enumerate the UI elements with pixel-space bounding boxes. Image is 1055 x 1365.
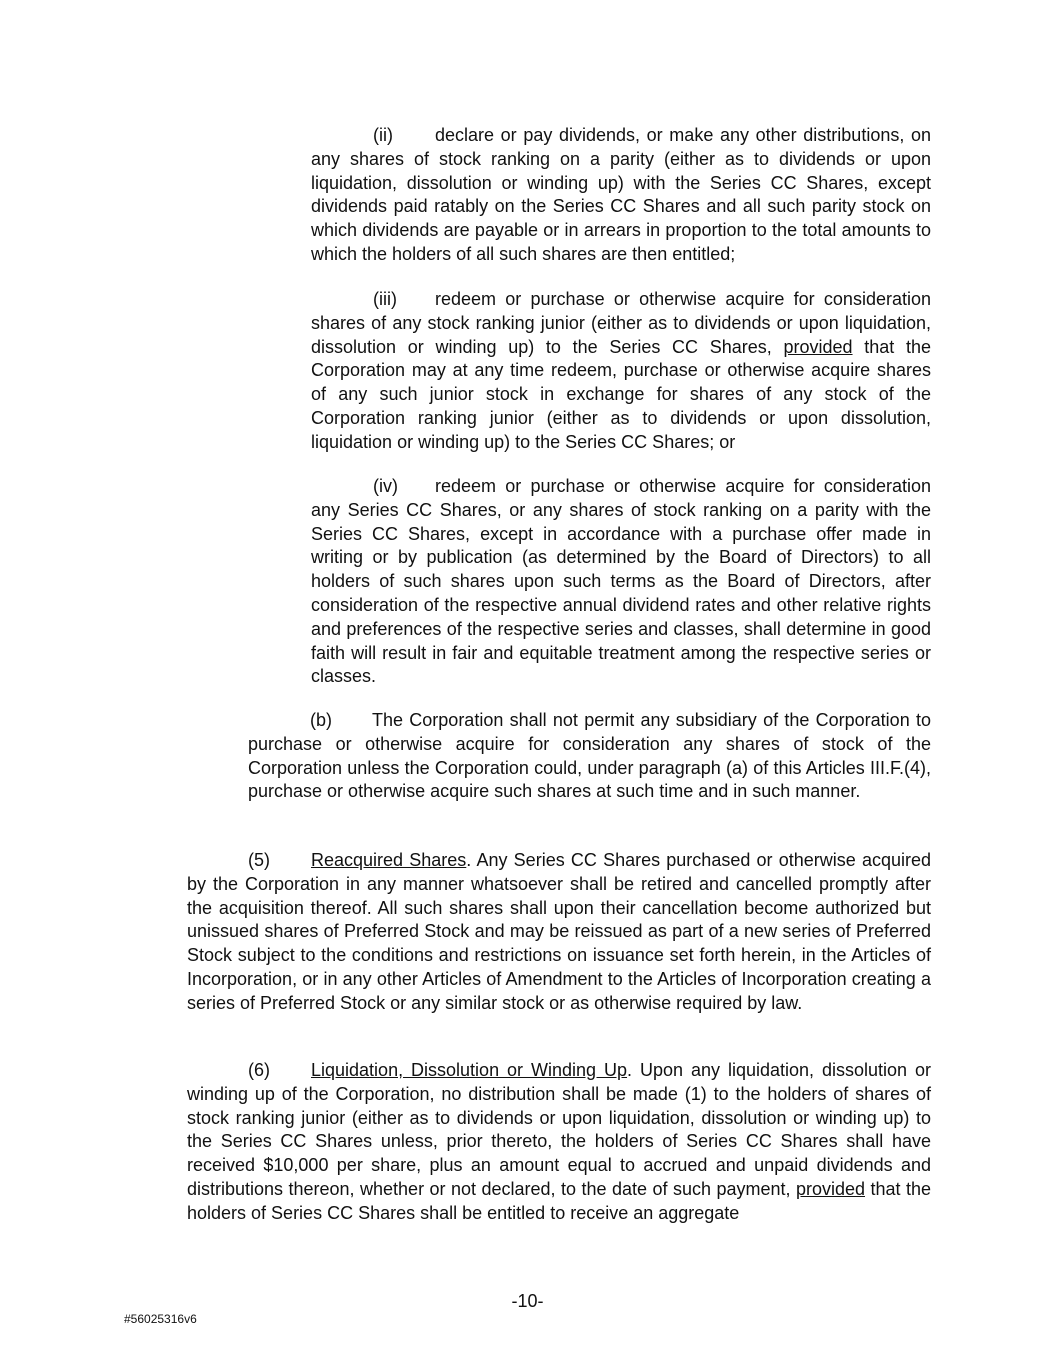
section-number: (6) [248,1060,270,1080]
paragraph-text: redeem or purchase or otherwise acquire for consideration shares of any stock ranking junior (either as to dividends or upon liquidation, dissolution or winding up) to the Series CC Shares, [311,289,931,357]
section-5-reacquired-shares [187,849,931,1016]
paragraph-label: (iii) [373,289,397,309]
provided-term: provided [795,1178,865,1199]
paragraph-iv [311,475,931,689]
section-number: (5) [248,850,270,870]
section-heading: Liquidation, Dissolution or Winding Up [311,1060,628,1080]
paragraph-b [248,709,931,804]
paragraph-iii [311,288,931,455]
section-text: that the holders of Series CC Shares shall be entitled to receive an aggregate [187,1178,931,1223]
paragraph-text: The Corporation shall not permit any subsidiary of the Corporation to purchase or otherwise acquire for consideration any shares of stock of the Corporation unless the Corporation could, under paragraph (a) of this Articles III.F.(4), purchase or otherwise acquire such shares at such time and in such manner. [248,710,931,802]
section-text: . Upon any liquidation, dissolution or winding up of the Corporation, no distribution shall be made (1) to the holders of shares of stock ranking junior (either as to dividends or upon liquidation, dissolution or winding up) to the Series CC Shares unless, prior thereto, the holders of Series CC Shares shall have received $10,000 per share, plus an amount equal to accrued and unpaid dividends and distributions thereon, whether or not declared, to the date of such payment, [187,1060,931,1199]
paragraph-ii [311,124,931,267]
paragraph-text: that the Corporation may at any time redeem, purchase or otherwise acquire shares of any such junior stock in exchange for shares of any stock of the Corporation ranking junior (either as to dividends or upon dissolution, liquidation or winding up) to the Series CC Shares; or [311,336,931,452]
document-id: #56025316v6 [124,1312,197,1326]
page-number: -10- [511,1291,544,1311]
paragraph-label: (iv) [373,476,398,496]
paragraph-label: (b) [310,710,332,730]
paragraph-text: declare or pay dividends, or make any other distributions, on any shares of stock ranking on a parity (either as to dividends or upon liquidation, dissolution or winding up) with the Series CC Shares, except dividends paid ratably on the Series CC Shares and all such parity stock on which dividends are payable or in arrears in proportion to the total amounts to which the holders of all such shares are then entitled; [311,125,931,264]
provided-term: provided [783,336,853,357]
paragraph-text: redeem or purchase or otherwise acquire for consideration any Series CC Shares, or any shares of stock ranking on a parity with the Series CC Shares, except in accordance with a purchase offer made in writing or by publication (as determined by the Board of Directors) to all holders of such shares upon such terms as the Board of Directors, after consideration of the respective annual dividend rates and other relative rights and preferences of the respective series and classes, shall determine in good faith will result in fair and equitable treatment among the respective series or classes. [311,476,931,687]
paragraph-label: (ii) [373,125,393,145]
section-6-liquidation [187,1059,931,1226]
section-text: . Any Series CC Shares purchased or otherwise acquired by the Corporation in any manner whatsoever shall be retired and cancelled promptly after the acquisition thereof. All such shares shall upon their cancellation become authorized but unissued shares of Preferred Stock and may be reissued as part of a new series of Preferred Stock subject to the conditions and restrictions on issuance set forth herein, in the Articles of Incorporation, or in any other Articles of Amendment to the Articles of Incorporation creating a series of Preferred Stock or any similar stock or as otherwise required by law. [187,850,931,1013]
section-heading: Reacquired Shares [311,850,467,870]
